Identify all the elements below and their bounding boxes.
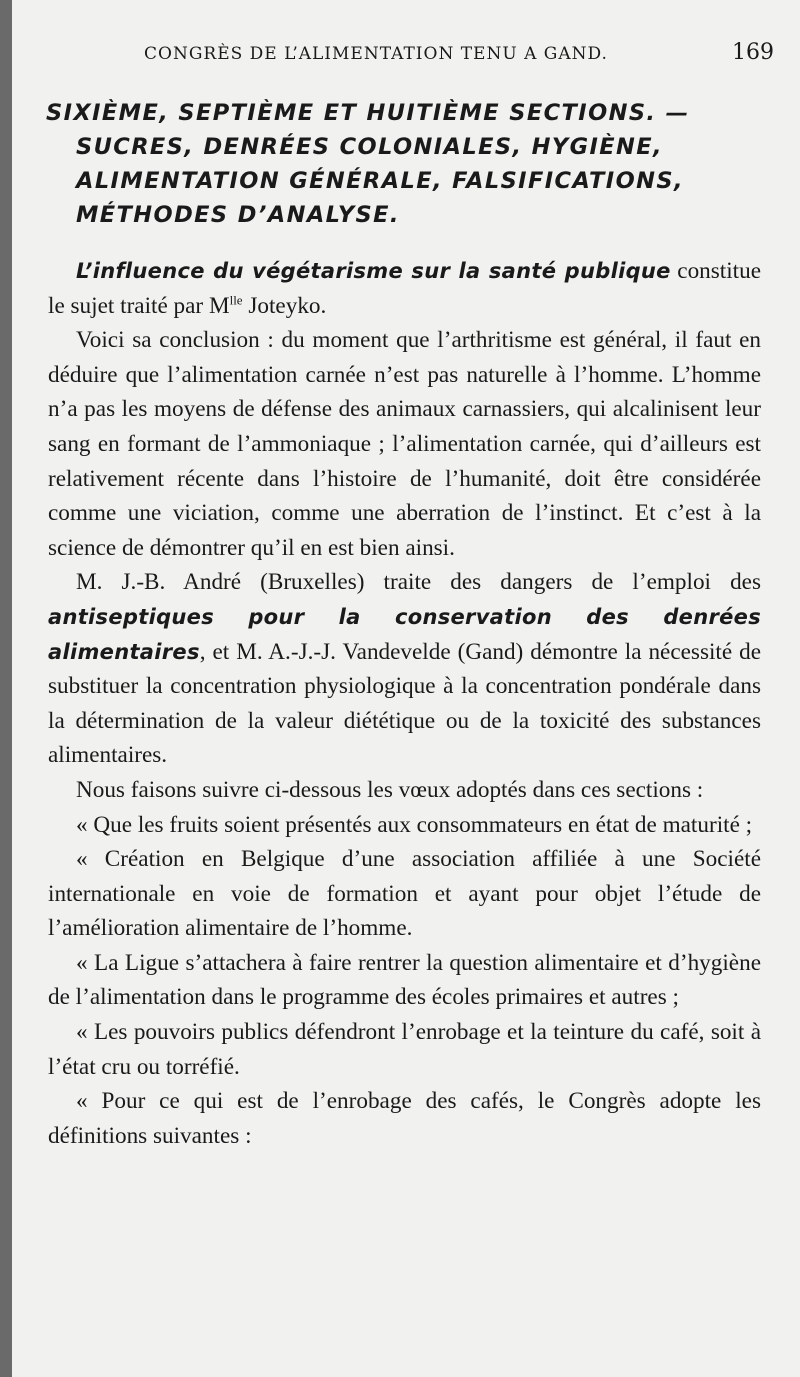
paragraph-text: , et M. A.-J.-J. Vandevelde (Gand) démontre la nécessité de substituer la concentration physiologique à la concentration pondérale dans la détermination de la valeur diététique ou de la toxicité des substances alimentaires. — [48, 638, 761, 769]
paragraph: « La Ligue s’attachera à faire rentrer la question alimentaire et d’hygiène de l’alimentation dans le programme des écoles primaires et autres ; — [48, 949, 761, 1011]
superscript: lle — [229, 291, 243, 307]
paragraph: « Création en Belgique d’une association affiliée à une Société internationale en voie de formation et ayant pour objet l’étude de l’amélioration alimentaire de l’homme. — [48, 846, 761, 942]
emphasis: L’influence du végétarisme sur la santé publique — [76, 259, 671, 283]
heading-line: SIXIÈME, SEPTIÈME ET HUITIÈME SECTIONS. — — [46, 100, 690, 126]
heading-line: SUCRES, DENRÉES COLONIALES, HYGIÈNE, — [76, 134, 663, 160]
heading-line: MÉTHODES D’ANALYSE. — [76, 202, 400, 228]
heading-line: ALIMENTATION GÉNÉRALE, FALSIFICATIONS, — [76, 168, 684, 194]
paragraph: « Pour ce qui est de l’enrobage des cafés, le Congrès adopte les définitions suivantes : — [48, 1088, 761, 1149]
page-number: 169 — [732, 40, 774, 65]
body-text — [48, 254, 761, 1153]
paragraph: « Que les fruits soient présentés aux consommateurs en état de maturité ; — [76, 811, 753, 838]
paragraph-text: Joteyko. — [242, 292, 327, 319]
running-title: CONGRÈS DE L’ALIMENTATION TENU A GAND. — [144, 44, 608, 64]
paragraph: Nous faisons suivre ci-dessous les vœux adoptés dans ces sections : — [76, 776, 704, 803]
paragraph — [48, 565, 761, 773]
emphasis: antiseptiques pour la conservation des denrées alimentaires — [48, 604, 761, 664]
section-heading — [46, 96, 756, 232]
running-header — [144, 40, 774, 65]
paragraph-text: M. J.-B. André (Bruxelles) traite des dangers de l’emploi des — [76, 569, 761, 596]
paragraph: Voici sa conclusion : du moment que l’arthritisme est général, il faut en déduire que l’alimentation carnée n’est pas naturelle à l’homme. L’homme n’a pas les moyens de défense des animaux carnassiers, qui alcalinisent leur sang en formant de l’ammoniaque ; l’alimentation carnée, qui d’ailleurs est relativement récente dans l’histoire de l’humanité, doit être considérée comme une viciation, comme une aberration de l’instinct. Et c’est à la science de démontrer qu’il en est bien ainsi. — [48, 327, 761, 561]
paragraph-text: constitue le sujet traité par M — [48, 258, 761, 319]
book-page — [12, 0, 800, 1377]
paragraph — [48, 254, 761, 323]
paragraph: « Les pouvoirs publics défendront l’enrobage et la teinture du café, soit à l’état cru ou torréfié. — [48, 1019, 761, 1080]
